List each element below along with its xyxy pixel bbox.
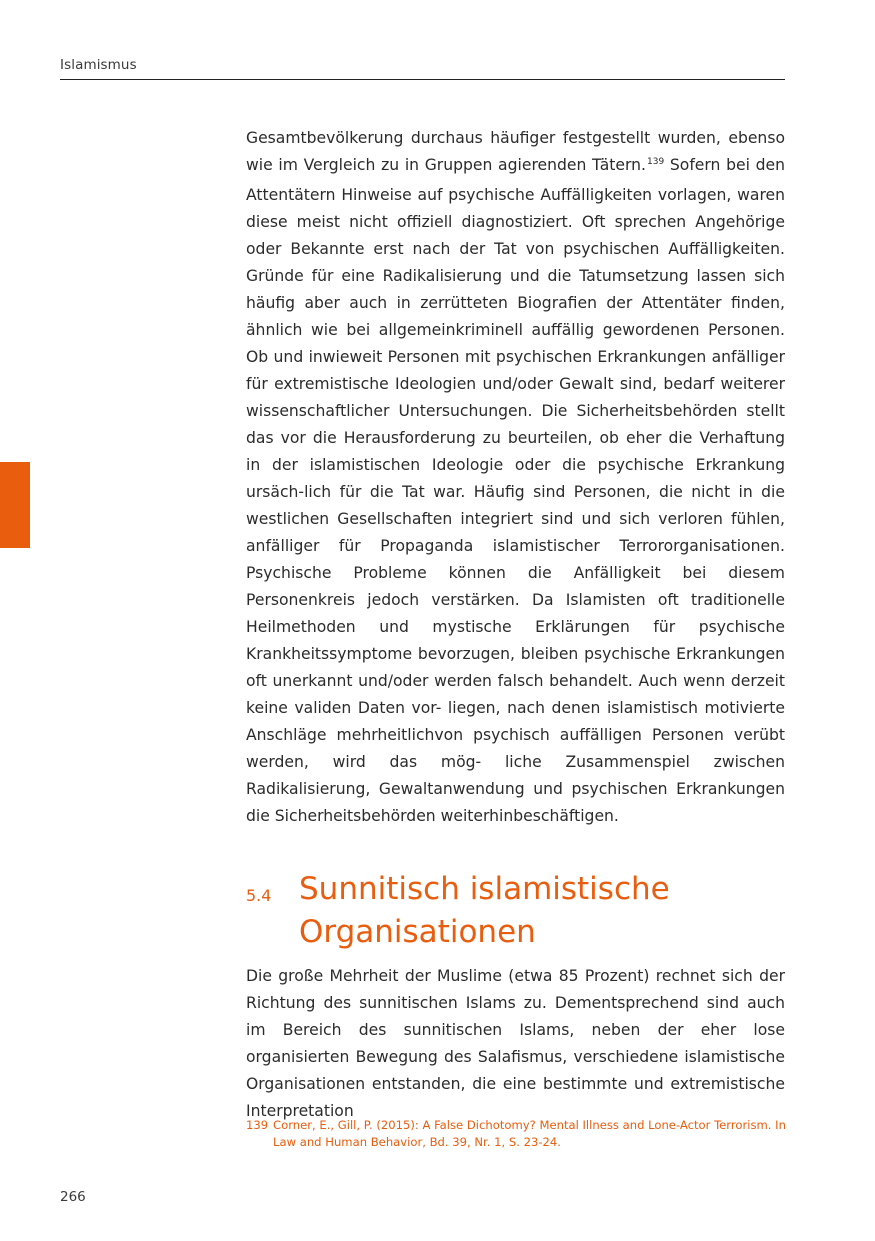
text-line: Gesamtbevölkerung durchaus häufiger festgestellt wurden, ebenso [246,129,785,147]
text-line: Die große Mehrheit der Muslime (etwa 85 Prozent) rechnet sich der [246,967,785,985]
text-line: lich für die Tat war. Häufig sind Personen, die nicht in die westlichen [246,483,785,528]
section-number: 5.4 [246,886,272,905]
continued-paragraph [246,125,785,830]
text-line: Bewegung des Salafismus, verschiedene islamistische Organisationen [246,1048,785,1093]
text-line: liche Zusammenspiel zwischen Radikalisierung, Gewaltanwendung [246,753,785,798]
text-line: das vor die Herausforderung zu beurteilen, ob eher die Verhaftung in [246,429,785,474]
footnote-line: Law and Human Behavior, Bd. 39, Nr. 1, S. 23-24. [273,1135,561,1149]
text-line: Ob und inwieweit Personen mit psychischen Erkrankungen anfälliger [246,348,785,366]
section-title-line: Organisationen [299,914,536,950]
text-line: Gesellschaften integriert sind und sich verloren fühlen, anfälliger für [246,510,785,555]
footnote-number: 139 [246,1118,269,1132]
text-line: Bereich des sunnitischen Islams, neben der eher lose organisierten [246,1021,785,1066]
section-paragraph [246,963,785,1125]
text-line: häufig aber auch in zerrütteten Biografien der Attentäter finden, [246,294,785,312]
text-line: liegen, nach denen islamistisch motivierte Anschläge mehrheitlich [246,699,785,744]
text-line: der islamistischen Ideologie oder die psychische Erkrankung ursäch- [246,456,785,501]
page-number: 266 [60,1189,86,1205]
text-line: entstanden, die eine bestimmte und extremistische Interpretation [246,1075,785,1120]
footnote-reference[interactable]: 139 [647,157,665,167]
text-line: Da Islamisten oft traditionelle Heilmethoden und mystische [246,591,785,636]
chapter-side-tab [0,462,30,548]
footnote-line: Corner, E., Gill, P. (2015): A False Dichotomy? Mental Illness and Lone-Actor Terrorism. In [273,1118,786,1132]
section-title [299,868,785,954]
text-line: Erklärungen für psychische Krankheitssymptome bevorzugen, [246,618,785,663]
text-line: von psychisch auffälligen Personen verübt werden, wird das mög- [246,726,786,771]
text-line: und psychischen Erkrankungen die Sicherheitsbehörden weiterhin [246,780,785,825]
text-line: oder Bekannte erst nach der Tat von psychischen Auffälligkeiten. [246,240,785,258]
header-rule [60,79,785,80]
text-line: wissenschaftlicher Untersuchungen. Die Sicherheitsbehörden stellt [246,402,785,420]
text-line: ähnlich wie bei allgemeinkriminell auffällig gewordenen Personen. [246,321,785,339]
text-line: können die Anfälligkeit bei diesem Personenkreis jedoch verstärken. [246,564,785,609]
footnote-text [273,1117,785,1151]
running-header: Islamismus [60,57,137,73]
text-line: Gründe für eine Radikalisierung und die Tatumsetzung lassen sich [246,267,785,285]
text-line: bleiben psychische Erkrankungen oft unerkannt und/oder werden [246,645,785,690]
section-title-line: Sunnitisch islamistische [299,871,670,907]
text-line: Propaganda islamistischer Terrororganisationen. Psychische Probleme [246,537,785,582]
text-line: Sofern bei den [669,156,785,174]
text-line: diese meist nicht offiziell diagnostiziert. Oft sprechen Angehörige [246,213,785,231]
text-line: Richtung des sunnitischen Islams zu. Dementsprechend sind auch im [246,994,785,1039]
text-line: wie im Vergleich zu in Gruppen agierenden Tätern. [246,156,646,174]
text-line: Attentätern Hinweise auf psychische Auffälligkeiten vorlagen, waren [246,186,785,204]
text-line: für extremistische Ideologien und/oder Gewalt sind, bedarf weiterer [246,375,785,393]
text-line: falsch behandelt. Auch wenn derzeit keine validen Daten vor- [246,672,785,717]
text-line: beschäftigen. [513,807,619,825]
paragraph-text [246,963,785,1125]
paragraph-text [246,125,785,830]
